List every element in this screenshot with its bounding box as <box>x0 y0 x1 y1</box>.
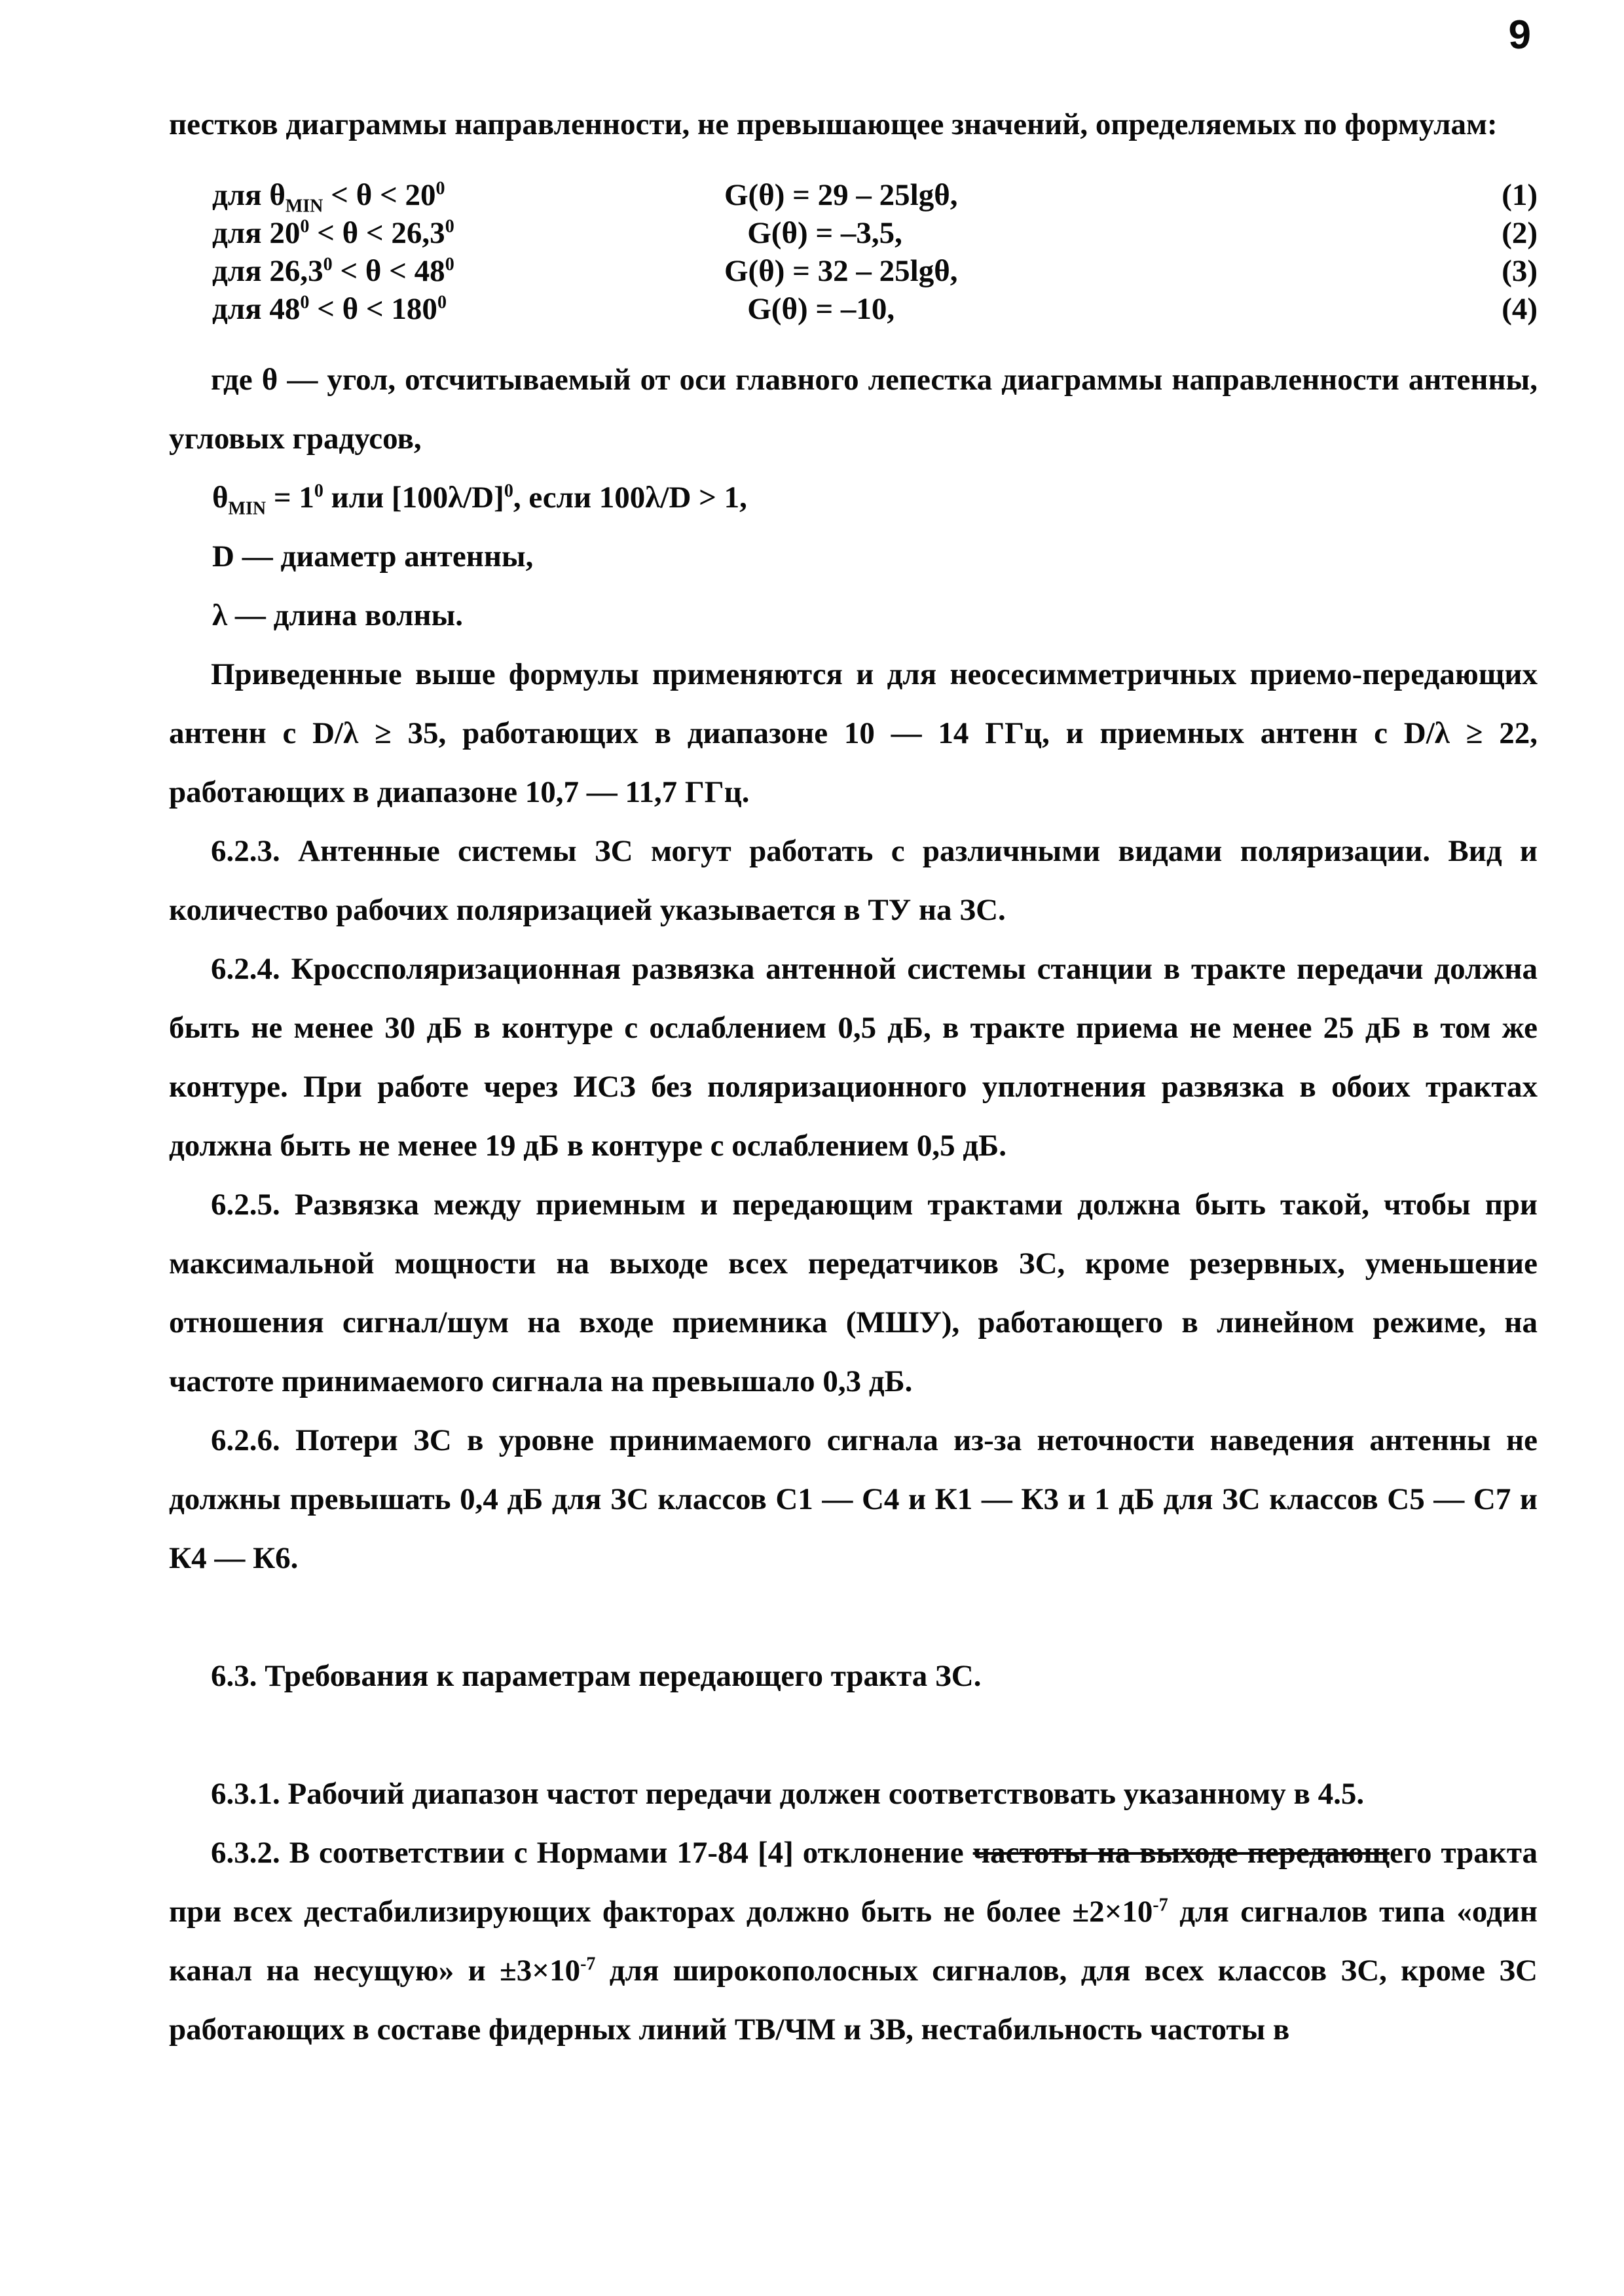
formula-number: (4) <box>1502 292 1538 326</box>
theta-min-definition: $\theta_{MIN} = 1^0$ или $[100\lambda/D]^0$, если 100λ/D > 1, <box>212 481 747 519</box>
formula-condition: для $48^0 < \theta < 180^0$ <box>212 292 447 326</box>
formula-row <box>169 252 1538 290</box>
formula-expression: G(θ) = –10, <box>724 292 895 326</box>
page-content <box>169 95 1538 2059</box>
section-6-2-6: 6.2.6. Потери ЗС в уровне принимаемого сигнала из-за неточности наведения антенны не должны превышать 0,4 дБ для ЗС классов С1 — С4 и К1 — К3 и 1 дБ для ЗС классов С5 — С7 и К4 — К6. <box>169 1423 1538 1575</box>
section-6-3-1: 6.3.1. Рабочий диапазон частот передачи должен соответствовать указанному в 4.5. <box>211 1777 1365 1811</box>
where-definition: где θ — угол, отсчитываемый от оси главного лепестка диаграммы направленности антенны, угловых градусов, <box>169 363 1538 456</box>
formula-block <box>169 176 1538 328</box>
formula-expression: G(θ) = –3,5, <box>724 216 902 250</box>
formula-applicability-paragraph: Приведенные выше формулы применяются и для неосесимметричных приемо-передающих антенн с D/λ ≥ 35, работающих в диапазоне 10 — 14 ГГц, и приемных антенн с D/λ ≥ 22, работающих в диапазоне 10,7 — 11,7 ГГц. <box>169 657 1538 809</box>
formula-row <box>169 290 1538 328</box>
formula-number: (3) <box>1502 254 1538 288</box>
formula-row <box>169 214 1538 252</box>
formula-number: (2) <box>1502 216 1538 250</box>
wavelength-definition: λ — длина волны. <box>212 598 463 632</box>
diameter-definition: D — диаметр антенны, <box>212 539 534 574</box>
formula-condition: для $\theta_{MIN} < \theta < 20^0$ <box>212 178 445 217</box>
section-6-3-heading: 6.3. Требования к параметрам передающего тракта ЗС. <box>211 1659 982 1693</box>
formula-number: (1) <box>1502 178 1538 212</box>
formula-expression: G(θ) = 29 – 25lgθ, <box>724 178 958 212</box>
formula-row <box>169 176 1538 217</box>
section-6-2-3: 6.2.3. Антенные системы ЗС могут работать с различными видами поляризации. Вид и количество рабочих поляризацией указывается в ТУ на ЗС. <box>169 834 1538 927</box>
section-6-2-5: 6.2.5. Развязка между приемным и передающим трактами должна быть такой, чтобы при максимальной мощности на выходе всех передатчиков ЗС, кроме резервных, уменьшение отношения сигнал/шум на входе приемника (МШУ), работающего в линейном режиме, на частоте принимаемого сигнала на превышало 0,3 дБ. <box>169 1188 1538 1398</box>
intro-paragraph: пестков диаграммы направленности, не превышающее значений, определяемых по формулам: <box>169 107 1498 141</box>
formula-condition: для $26,3^0 < \theta < 48^0$ <box>212 254 454 288</box>
page-number: 9 <box>1508 12 1531 58</box>
section-6-2-4: 6.2.4. Кроссполяризационная развязка антенной системы станции в тракте передачи должна быть не менее 30 дБ в контуре с ослаблением 0,5 дБ, в тракте приема не менее 25 дБ в том же контуре. При работе через ИСЗ без поляризационного уплотнения развязка в обоих трактах должна быть не менее 19 дБ в контуре с ослаблением 0,5 дБ. <box>169 952 1538 1163</box>
section-6-3-2: 6.3.2. В соответствии с Нормами 17-84 [4] отклонение частоты на выходе передающего тракта при всех дестабилизирующих факторах должно быть не более $\pm 2\times 10^{-7}$ для сигналов типа «один канал на несущую» $и \pm 3\times 10^{-7}$ для широкополосных сигналов, для всех классов ЗС, кроме ЗС работающих в составе фидерных линий ТВ/ЧМ и ЗВ, нестабильность частоты в <box>169 1836 1538 2047</box>
formula-condition: для $20^0 < \theta < 26,3^0$ <box>212 216 454 250</box>
formula-expression: G(θ) = 32 – 25lgθ, <box>724 254 958 288</box>
